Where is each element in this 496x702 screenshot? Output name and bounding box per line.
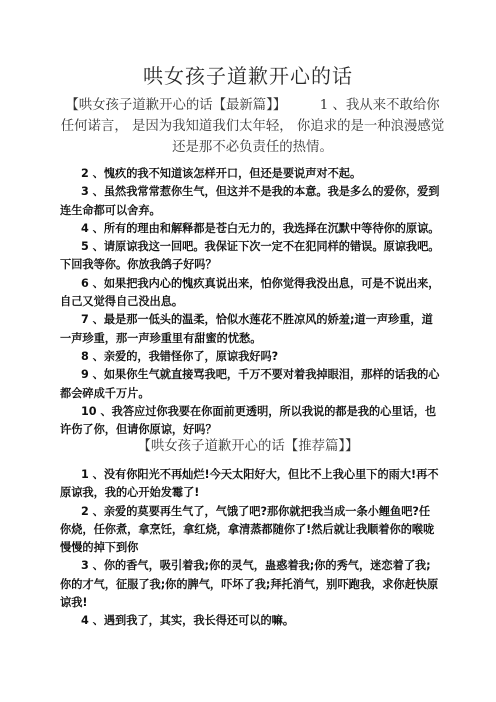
list-item: 7 、最是那一低头的温柔，恰似水莲花不胜凉风的娇羞;道一声珍重，道一声珍重，那一声珍重里有甜蜜的忧愁。 — [60, 313, 433, 345]
list-item: 10 、我答应过你我要在你面前更透明，所以我说的都是我的心里话，也许伤了你，但请你原谅，好吗？ — [60, 404, 437, 437]
section1-list — [60, 165, 440, 439]
page-title: 哄女孩子道歉开心的话 — [143, 64, 353, 88]
list-item: 3 、你的香气，吸引着我;你的灵气，蛊惑着我;你的秀气，迷恋着了我;你的才气，征服了我;你的脾气，吓坏了我;拜托消气，别吓跑我，求你赶快原谅我! — [60, 559, 439, 610]
section2-heading: 【哄女孩子道歉开心的话【推荐篇】】 — [137, 439, 359, 454]
list-item: 1 、没有你阳光不再灿烂!今天太阳好大，但比不上我心里下的雨大!再不原谅我，我的心开始发霉了! — [60, 468, 439, 500]
list-item: 2 、亲爱的莫要再生气了，气饿了吧?那你就把我当成一条小鲤鱼吧?任你烧，任你煮，拿烹饪，拿红烧，拿清蒸都随你了!然后就让我顺着你的喉咙慢慢的掉下到你 — [60, 504, 435, 555]
list-item: 2 、愧疚的我不知道该怎样开口，但还是要说声对不起。 — [81, 167, 362, 180]
list-item: 4 、遇到我了，其实，我长得还可以的嘛。 — [81, 614, 295, 628]
list-item: 3 、虽然我常常惹你生气，但这并不是我的本意。我是多么的爱你，爱到连生命都可以舍弃。 — [60, 185, 440, 217]
intro-paragraph: 【哄女孩子道歉开心的话【最新篇】】 1 、我从来不敢给你任何诺言， 是因为我知道我们太年轻， 你追求的是一种浪漫感觉还是那不必负责任的热情。 — [60, 98, 445, 155]
list-item: 8 、亲爱的，我错怪你了，原谅我好吗? — [81, 349, 279, 363]
list-item: 9 、如果你生气就直接骂我吧，千万不要对着我掉眼泪，那样的话我的心都会碎成千万片。 — [60, 368, 440, 400]
list-item: 6 、如果把我内心的愧疚真说出来，怕你觉得我没出息，可是不说出来，自己又觉得自己没出息。 — [60, 276, 440, 309]
section2-list — [60, 466, 440, 631]
list-item: 4 、所有的理由和解释都是苍白无力的，我选择在沉默中等待你的原谅。 — [81, 221, 440, 235]
list-item: 5 、请原谅我这一回吧。我保证下次一定不在犯同样的错误。原谅我吧。下回我等你。你放我鸽子好吗？ — [60, 240, 440, 272]
